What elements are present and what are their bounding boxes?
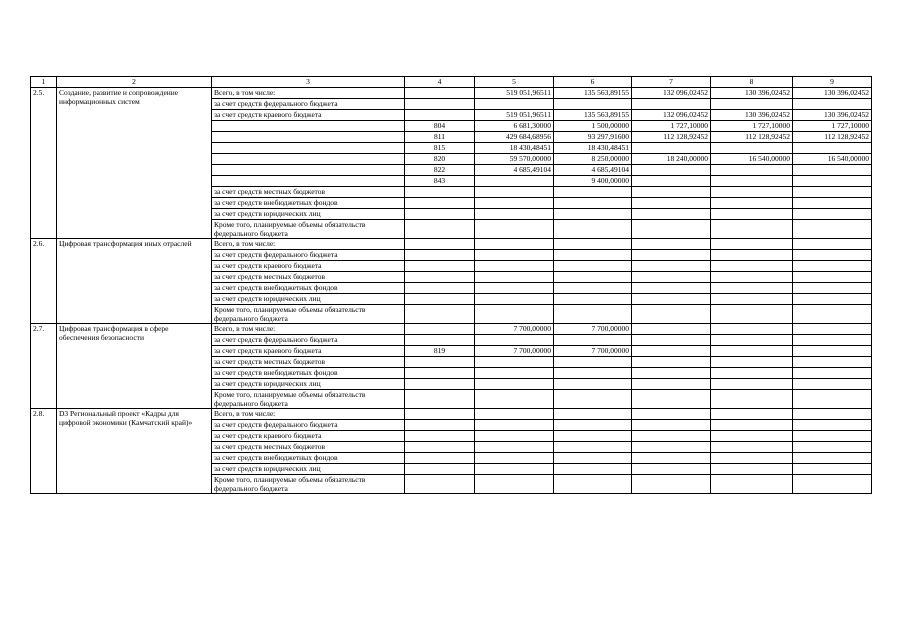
budget-code bbox=[405, 239, 475, 250]
section-title: Цифровая трансформация иных отраслей bbox=[57, 239, 212, 324]
value-col-7 bbox=[632, 420, 711, 431]
value-col-9 bbox=[793, 176, 872, 187]
section-number: 2.8. bbox=[31, 409, 57, 494]
column-number-header: 9 bbox=[793, 77, 872, 88]
value-col-9: 112 128,92452 bbox=[793, 132, 872, 143]
value-col-6 bbox=[554, 294, 632, 305]
value-col-6 bbox=[554, 420, 632, 431]
value-col-9 bbox=[793, 324, 872, 335]
value-col-8 bbox=[711, 187, 793, 198]
value-col-8 bbox=[711, 209, 793, 220]
budget-code bbox=[405, 110, 475, 121]
table-row bbox=[31, 239, 872, 250]
funding-source-label: за счет средств юридических лиц bbox=[212, 294, 405, 305]
value-col-7 bbox=[632, 390, 711, 409]
value-col-5 bbox=[475, 453, 554, 464]
section-title: D3 Региональный проект «Кадры для цифровой экономики (Камчатский край)» bbox=[57, 409, 212, 494]
funding-source-label: за счет средств внебюджетных фондов bbox=[212, 283, 405, 294]
value-col-6: 135 563,89155 bbox=[554, 110, 632, 121]
budget-code bbox=[405, 431, 475, 442]
value-col-6 bbox=[554, 239, 632, 250]
value-col-9 bbox=[793, 261, 872, 272]
funding-source-label: Кроме того, планируемые объемы обязательств федерального бюджета bbox=[212, 390, 405, 409]
value-col-8 bbox=[711, 335, 793, 346]
value-col-5 bbox=[475, 357, 554, 368]
value-col-7 bbox=[632, 294, 711, 305]
table-row bbox=[31, 324, 872, 335]
value-col-8 bbox=[711, 220, 793, 239]
value-col-7 bbox=[632, 220, 711, 239]
section-title: Создание, развитие и сопровождение информационных систем bbox=[57, 88, 212, 239]
value-col-7: 1 727,10000 bbox=[632, 121, 711, 132]
value-col-5 bbox=[475, 250, 554, 261]
value-col-9 bbox=[793, 165, 872, 176]
value-col-9 bbox=[793, 99, 872, 110]
value-col-7 bbox=[632, 283, 711, 294]
value-col-7 bbox=[632, 409, 711, 420]
value-col-9 bbox=[793, 143, 872, 154]
funding-source-label bbox=[212, 143, 405, 154]
value-col-9 bbox=[793, 464, 872, 475]
funding-source-label: Всего, в том числе: bbox=[212, 409, 405, 420]
value-col-9 bbox=[793, 250, 872, 261]
budget-code bbox=[405, 442, 475, 453]
value-col-8 bbox=[711, 165, 793, 176]
value-col-8: 1 727,10000 bbox=[711, 121, 793, 132]
value-col-5 bbox=[475, 431, 554, 442]
value-col-5: 519 051,96511 bbox=[475, 110, 554, 121]
column-number-header: 6 bbox=[554, 77, 632, 88]
value-col-5: 7 700,00000 bbox=[475, 346, 554, 357]
funding-source-label: за счет средств юридических лиц bbox=[212, 209, 405, 220]
funding-source-label: Всего, в том числе: bbox=[212, 324, 405, 335]
value-col-8 bbox=[711, 475, 793, 494]
value-col-9 bbox=[793, 305, 872, 324]
value-col-9 bbox=[793, 272, 872, 283]
value-col-5: 6 681,30000 bbox=[475, 121, 554, 132]
value-col-6 bbox=[554, 442, 632, 453]
section-title: Цифровая трансформация в сфере обеспечения безопасности bbox=[57, 324, 212, 409]
funding-source-label bbox=[212, 121, 405, 132]
funding-source-label: за счет средств федерального бюджета bbox=[212, 335, 405, 346]
value-col-9: 1 727,10000 bbox=[793, 121, 872, 132]
value-col-8 bbox=[711, 357, 793, 368]
value-col-8 bbox=[711, 420, 793, 431]
value-col-9 bbox=[793, 390, 872, 409]
funding-source-label: за счет средств внебюджетных фондов bbox=[212, 368, 405, 379]
value-col-7 bbox=[632, 239, 711, 250]
budget-code: 811 bbox=[405, 132, 475, 143]
value-col-5 bbox=[475, 220, 554, 239]
value-col-7 bbox=[632, 176, 711, 187]
value-col-7 bbox=[632, 187, 711, 198]
budget-code: 819 bbox=[405, 346, 475, 357]
funding-source-label bbox=[212, 154, 405, 165]
value-col-8 bbox=[711, 283, 793, 294]
value-col-8: 130 396,02452 bbox=[711, 88, 793, 99]
section-number: 2.5. bbox=[31, 88, 57, 239]
budget-code bbox=[405, 220, 475, 239]
table-body bbox=[31, 77, 872, 494]
funding-source-label: за счет средств краевого бюджета bbox=[212, 261, 405, 272]
value-col-6 bbox=[554, 464, 632, 475]
budget-code bbox=[405, 368, 475, 379]
value-col-6 bbox=[554, 368, 632, 379]
budget-code: 815 bbox=[405, 143, 475, 154]
value-col-5 bbox=[475, 442, 554, 453]
value-col-7 bbox=[632, 453, 711, 464]
value-col-7 bbox=[632, 324, 711, 335]
budget-code: 820 bbox=[405, 154, 475, 165]
value-col-6 bbox=[554, 99, 632, 110]
column-number-header: 4 bbox=[405, 77, 475, 88]
value-col-8 bbox=[711, 324, 793, 335]
value-col-7 bbox=[632, 431, 711, 442]
value-col-6 bbox=[554, 187, 632, 198]
value-col-8 bbox=[711, 431, 793, 442]
funding-source-label: за счет средств федерального бюджета bbox=[212, 420, 405, 431]
value-col-5 bbox=[475, 409, 554, 420]
funding-source-label: Кроме того, планируемые объемы обязательств федерального бюджета bbox=[212, 305, 405, 324]
value-col-9 bbox=[793, 475, 872, 494]
value-col-5 bbox=[475, 272, 554, 283]
value-col-9 bbox=[793, 294, 872, 305]
value-col-9: 130 396,02452 bbox=[793, 88, 872, 99]
value-col-9 bbox=[793, 187, 872, 198]
budget-code bbox=[405, 409, 475, 420]
value-col-6 bbox=[554, 379, 632, 390]
budget-table bbox=[30, 76, 872, 494]
value-col-6: 18 430,48451 bbox=[554, 143, 632, 154]
section-number: 2.7. bbox=[31, 324, 57, 409]
value-col-8 bbox=[711, 409, 793, 420]
value-col-7 bbox=[632, 464, 711, 475]
value-col-5 bbox=[475, 390, 554, 409]
value-col-5 bbox=[475, 464, 554, 475]
funding-source-label: Всего, в том числе: bbox=[212, 88, 405, 99]
value-col-9 bbox=[793, 209, 872, 220]
funding-source-label bbox=[212, 176, 405, 187]
budget-code bbox=[405, 99, 475, 110]
budget-code bbox=[405, 272, 475, 283]
value-col-8 bbox=[711, 368, 793, 379]
value-col-9 bbox=[793, 357, 872, 368]
value-col-7: 112 128,92452 bbox=[632, 132, 711, 143]
value-col-5 bbox=[475, 305, 554, 324]
value-col-7 bbox=[632, 379, 711, 390]
value-col-7 bbox=[632, 143, 711, 154]
column-number-header: 5 bbox=[475, 77, 554, 88]
value-col-8: 112 128,92452 bbox=[711, 132, 793, 143]
value-col-6: 7 700,00000 bbox=[554, 346, 632, 357]
value-col-6: 9 400,00000 bbox=[554, 176, 632, 187]
column-number-header: 3 bbox=[212, 77, 405, 88]
value-col-5 bbox=[475, 368, 554, 379]
value-col-8 bbox=[711, 143, 793, 154]
value-col-7 bbox=[632, 346, 711, 357]
budget-code bbox=[405, 187, 475, 198]
value-col-5 bbox=[475, 283, 554, 294]
value-col-8 bbox=[711, 176, 793, 187]
value-col-6 bbox=[554, 453, 632, 464]
funding-source-label: за счет средств местных бюджетов bbox=[212, 442, 405, 453]
value-col-9 bbox=[793, 431, 872, 442]
value-col-5: 4 685,49104 bbox=[475, 165, 554, 176]
value-col-8 bbox=[711, 305, 793, 324]
value-col-6: 8 250,00000 bbox=[554, 154, 632, 165]
budget-code bbox=[405, 390, 475, 409]
value-col-7 bbox=[632, 198, 711, 209]
value-col-7 bbox=[632, 165, 711, 176]
funding-source-label: за счет средств краевого бюджета bbox=[212, 346, 405, 357]
value-col-6 bbox=[554, 261, 632, 272]
value-col-5 bbox=[475, 209, 554, 220]
budget-code bbox=[405, 324, 475, 335]
value-col-5: 18 430,48451 bbox=[475, 143, 554, 154]
value-col-7 bbox=[632, 209, 711, 220]
budget-code bbox=[405, 88, 475, 99]
value-col-5 bbox=[475, 335, 554, 346]
value-col-5 bbox=[475, 239, 554, 250]
value-col-7 bbox=[632, 442, 711, 453]
value-col-8 bbox=[711, 442, 793, 453]
funding-source-label: за счет средств внебюджетных фондов bbox=[212, 453, 405, 464]
value-col-8 bbox=[711, 453, 793, 464]
value-col-6: 4 685,49104 bbox=[554, 165, 632, 176]
value-col-8 bbox=[711, 464, 793, 475]
value-col-7: 18 240,00000 bbox=[632, 154, 711, 165]
value-col-5: 429 684,68956 bbox=[475, 132, 554, 143]
budget-code bbox=[405, 464, 475, 475]
budget-code bbox=[405, 357, 475, 368]
value-col-9 bbox=[793, 283, 872, 294]
value-col-5 bbox=[475, 187, 554, 198]
value-col-5 bbox=[475, 379, 554, 390]
value-col-8 bbox=[711, 390, 793, 409]
funding-source-label: за счет средств местных бюджетов bbox=[212, 272, 405, 283]
value-col-6 bbox=[554, 198, 632, 209]
value-col-7 bbox=[632, 368, 711, 379]
value-col-6: 7 700,00000 bbox=[554, 324, 632, 335]
value-col-5 bbox=[475, 475, 554, 494]
funding-source-label bbox=[212, 165, 405, 176]
value-col-9 bbox=[793, 420, 872, 431]
value-col-5: 7 700,00000 bbox=[475, 324, 554, 335]
value-col-9 bbox=[793, 442, 872, 453]
value-col-7 bbox=[632, 335, 711, 346]
value-col-5 bbox=[475, 294, 554, 305]
value-col-8 bbox=[711, 239, 793, 250]
value-col-8: 16 540,00000 bbox=[711, 154, 793, 165]
funding-source-label: за счет средств юридических лиц bbox=[212, 464, 405, 475]
value-col-9 bbox=[793, 198, 872, 209]
value-col-9 bbox=[793, 409, 872, 420]
table-row bbox=[31, 88, 872, 99]
funding-source-label: Кроме того, планируемые объемы обязательств федерального бюджета bbox=[212, 220, 405, 239]
value-col-9 bbox=[793, 346, 872, 357]
value-col-9 bbox=[793, 239, 872, 250]
column-number-header: 7 bbox=[632, 77, 711, 88]
value-col-5 bbox=[475, 420, 554, 431]
value-col-8 bbox=[711, 261, 793, 272]
funding-source-label: Кроме того, планируемые объемы обязательств федерального бюджета bbox=[212, 475, 405, 494]
value-col-7 bbox=[632, 475, 711, 494]
value-col-7: 132 096,02452 bbox=[632, 110, 711, 121]
value-col-6 bbox=[554, 390, 632, 409]
value-col-6 bbox=[554, 357, 632, 368]
funding-source-label: за счет средств внебюджетных фондов bbox=[212, 198, 405, 209]
value-col-8 bbox=[711, 346, 793, 357]
value-col-8 bbox=[711, 379, 793, 390]
budget-code bbox=[405, 475, 475, 494]
funding-source-label: Всего, в том числе: bbox=[212, 239, 405, 250]
value-col-5 bbox=[475, 198, 554, 209]
header-row bbox=[31, 77, 872, 88]
value-col-5: 59 570,00000 bbox=[475, 154, 554, 165]
section-number: 2.6. bbox=[31, 239, 57, 324]
budget-code bbox=[405, 261, 475, 272]
value-col-6 bbox=[554, 272, 632, 283]
value-col-7: 132 096,02452 bbox=[632, 88, 711, 99]
value-col-8 bbox=[711, 294, 793, 305]
budget-code bbox=[405, 250, 475, 261]
value-col-6 bbox=[554, 335, 632, 346]
column-number-header: 2 bbox=[57, 77, 212, 88]
budget-code: 822 bbox=[405, 165, 475, 176]
value-col-6 bbox=[554, 209, 632, 220]
value-col-9 bbox=[793, 379, 872, 390]
value-col-7 bbox=[632, 272, 711, 283]
table-row bbox=[31, 409, 872, 420]
funding-source-label: за счет средств местных бюджетов bbox=[212, 187, 405, 198]
value-col-5: 519 051,96511 bbox=[475, 88, 554, 99]
funding-source-label: за счет средств местных бюджетов bbox=[212, 357, 405, 368]
budget-code bbox=[405, 283, 475, 294]
value-col-8 bbox=[711, 99, 793, 110]
value-col-6 bbox=[554, 475, 632, 494]
budget-code: 804 bbox=[405, 121, 475, 132]
funding-source-label: за счет средств юридических лиц bbox=[212, 379, 405, 390]
budget-code bbox=[405, 335, 475, 346]
value-col-9 bbox=[793, 368, 872, 379]
value-col-9 bbox=[793, 335, 872, 346]
value-col-5 bbox=[475, 99, 554, 110]
value-col-6 bbox=[554, 431, 632, 442]
budget-code bbox=[405, 198, 475, 209]
budget-code bbox=[405, 453, 475, 464]
value-col-7 bbox=[632, 250, 711, 261]
budget-code bbox=[405, 379, 475, 390]
value-col-6: 1 500,00000 bbox=[554, 121, 632, 132]
budget-code bbox=[405, 294, 475, 305]
value-col-9: 130 396,02452 bbox=[793, 110, 872, 121]
value-col-7 bbox=[632, 261, 711, 272]
value-col-7 bbox=[632, 99, 711, 110]
value-col-9 bbox=[793, 220, 872, 239]
value-col-7 bbox=[632, 305, 711, 324]
value-col-5 bbox=[475, 176, 554, 187]
budget-code bbox=[405, 420, 475, 431]
budget-code bbox=[405, 305, 475, 324]
value-col-8 bbox=[711, 250, 793, 261]
funding-source-label: за счет средств федерального бюджета bbox=[212, 99, 405, 110]
value-col-6 bbox=[554, 283, 632, 294]
value-col-7 bbox=[632, 357, 711, 368]
value-col-5 bbox=[475, 261, 554, 272]
value-col-6 bbox=[554, 220, 632, 239]
funding-source-label: за счет средств краевого бюджета bbox=[212, 431, 405, 442]
value-col-6 bbox=[554, 305, 632, 324]
funding-source-label bbox=[212, 132, 405, 143]
funding-source-label: за счет средств краевого бюджета bbox=[212, 110, 405, 121]
value-col-9 bbox=[793, 453, 872, 464]
budget-code bbox=[405, 209, 475, 220]
value-col-9: 16 540,00000 bbox=[793, 154, 872, 165]
value-col-6: 93 297,91600 bbox=[554, 132, 632, 143]
value-col-8: 130 396,02452 bbox=[711, 110, 793, 121]
value-col-8 bbox=[711, 198, 793, 209]
budget-code: 843 bbox=[405, 176, 475, 187]
value-col-8 bbox=[711, 272, 793, 283]
funding-source-label: за счет средств федерального бюджета bbox=[212, 250, 405, 261]
column-number-header: 1 bbox=[31, 77, 57, 88]
value-col-6: 135 563,89155 bbox=[554, 88, 632, 99]
column-number-header: 8 bbox=[711, 77, 793, 88]
value-col-6 bbox=[554, 250, 632, 261]
value-col-6 bbox=[554, 409, 632, 420]
